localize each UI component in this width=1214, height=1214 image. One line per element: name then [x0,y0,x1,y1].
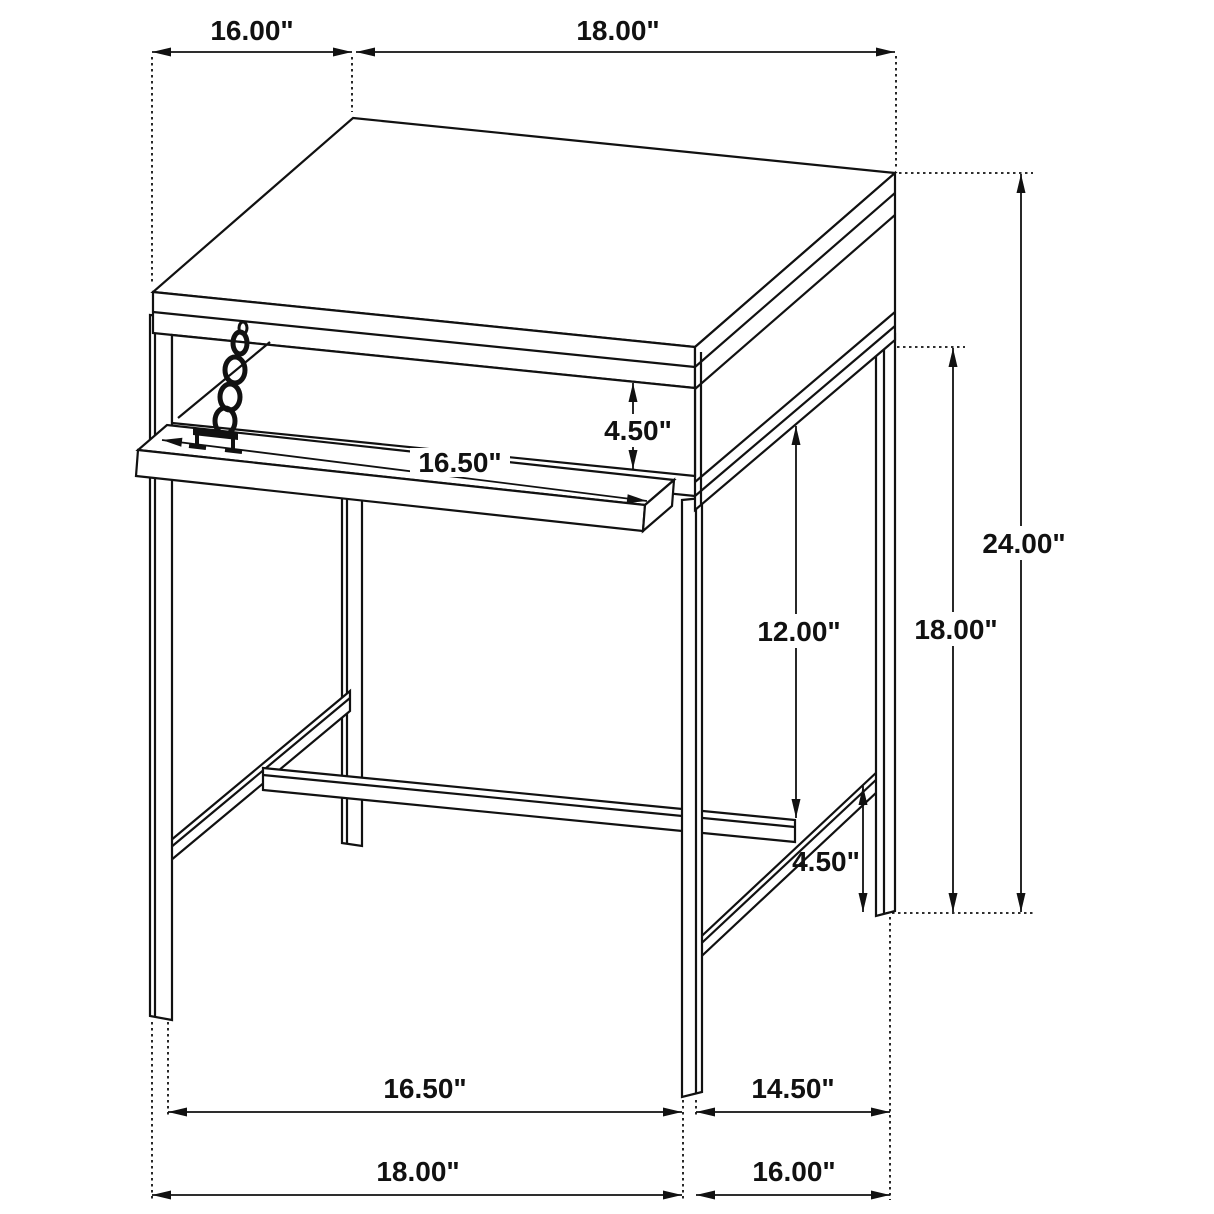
dim-top-width [356,15,895,57]
back-right-leg [876,334,895,916]
dim-label-clearance: 12.00" [757,616,841,647]
dim-label-frame-side-height: 18.00" [914,614,998,645]
dim-label-base-span-left: 16.50" [383,1073,467,1104]
dim-label-stretcher-height: 4.50" [792,846,860,877]
dim-label-base-span-right: 14.50" [751,1073,835,1104]
front-right-leg [682,498,702,1097]
dim-label-top-depth: 16.00" [210,15,294,46]
dim-label-base-depth: 16.00" [752,1156,836,1187]
dim-label-shelf-length: 16.50" [418,447,502,478]
front-left-leg [150,315,172,1020]
dim-base-span-right [696,1073,890,1117]
dim-clearance [749,426,849,818]
dim-top-depth [152,15,352,57]
dim-label-top-width: 18.00" [576,15,660,46]
dim-label-base-width: 18.00" [376,1156,460,1187]
dim-base-width [152,1156,682,1200]
dim-frame-side-height [906,348,1006,912]
dim-base-depth [696,1156,890,1200]
dim-overall-height [974,174,1074,912]
dim-label-opening-height: 4.50" [604,415,672,446]
dim-base-span-left [168,1073,682,1117]
dim-label-overall-height: 24.00" [982,528,1066,559]
